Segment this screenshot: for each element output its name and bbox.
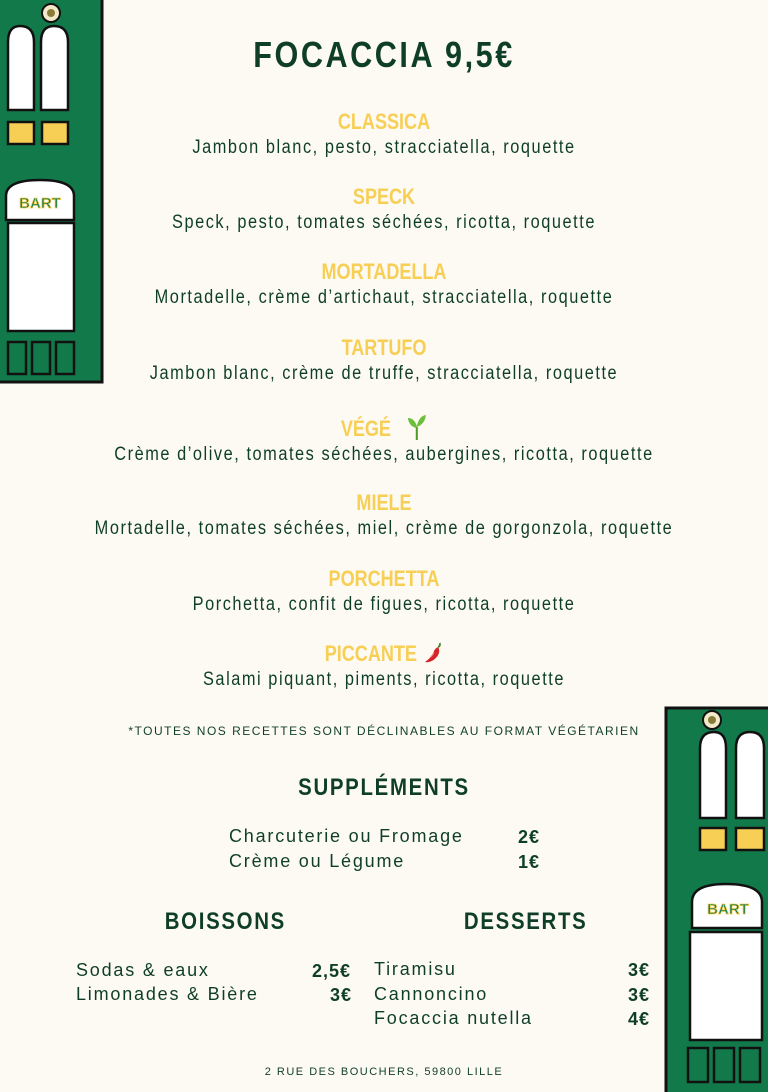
menu-item-miele (0, 490, 768, 542)
menu-item-name: PICCANTE (324, 641, 417, 666)
menu-item-name: CLASSICA (337, 109, 431, 134)
dessert-row-label: Cannoncino (374, 984, 489, 1004)
supplement-row-price: 1€ (518, 852, 541, 872)
menu-item-name: MIELE (356, 490, 412, 515)
chili-pepper-icon (424, 641, 444, 665)
menu-item-name: MORTADELLA (321, 259, 447, 284)
menu-item-description: Speck, pesto, tomates séchées, ricotta, roquette (171, 212, 596, 233)
menu-item-description: Mortadelle, crème d’artichaut, stracciatella, roquette (154, 287, 614, 308)
menu-item-porchetta (0, 566, 768, 618)
menu-item-description: Crème d’olive, tomates séchées, aubergines, ricotta, roquette (114, 444, 654, 465)
storefront-illustration-right (664, 706, 768, 1092)
menu-item-speck (0, 184, 768, 236)
supplements-title: SUPPLÉMENTS (298, 774, 470, 801)
vegetarian-note: *TOUTES NOS RECETTES SONT DÉCLINABLES AU FORMAT VÉGÉTARIEN (128, 724, 640, 738)
dessert-row-label: Tiramisu (374, 959, 457, 979)
boisson-row-price: 2,5€ (312, 961, 352, 981)
dessert-row-price: 3€ (628, 985, 651, 1005)
menu-item-tartufo (0, 335, 768, 387)
sprout-icon (406, 413, 427, 441)
menu-item-vege (0, 416, 768, 468)
menu-item-classica (0, 109, 768, 161)
boisson-row-label: Limonades & Bière (76, 984, 259, 1004)
menu-item-name-row (69, 641, 699, 667)
menu-item-piccante (0, 641, 768, 693)
supplement-row-price: 2€ (518, 827, 541, 847)
dessert-row-price: 3€ (628, 960, 651, 980)
menu-item-name: PORCHETTA (328, 566, 440, 591)
menu-item-name: VÉGÉ (340, 416, 391, 441)
menu-item-name: TARTUFO (341, 335, 427, 360)
boisson-row-price: 3€ (330, 985, 353, 1005)
boissons-title: BOISSONS (164, 908, 287, 935)
dessert-row-label: Focaccia nutella (374, 1008, 533, 1028)
supplement-row-label: Charcuterie ou Fromage (229, 826, 464, 846)
boisson-row-label: Sodas & eaux (76, 960, 210, 980)
menu-item-name-row (69, 416, 699, 442)
supplement-row-label: Crème ou Légume (229, 851, 406, 871)
dessert-row-price: 4€ (628, 1009, 651, 1029)
menu-item-description: Jambon blanc, pesto, stracciatella, roquette (192, 137, 576, 158)
storefront-sign-left: BART (19, 195, 61, 212)
menu-item-name: SPECK (352, 184, 416, 209)
address-footer: 2 RUE DES BOUCHERS, 59800 LILLE (264, 1066, 504, 1078)
menu-item-description: Mortadelle, tomates séchées, miel, crème de gorgonzola, roquette (94, 518, 674, 539)
storefront-sign-right: BART (707, 901, 749, 918)
desserts-title: DESSERTS (463, 908, 588, 935)
menu-item-description: Jambon blanc, crème de truffe, stracciatella, roquette (149, 363, 619, 384)
menu-item-mortadella (0, 259, 768, 311)
page-title: FOCACCIA 9,5€ (253, 34, 515, 75)
menu-item-description: Porchetta, confit de figues, ricotta, roquette (192, 594, 576, 615)
menu-item-description: Salami piquant, piments, ricotta, roquette (202, 669, 566, 690)
